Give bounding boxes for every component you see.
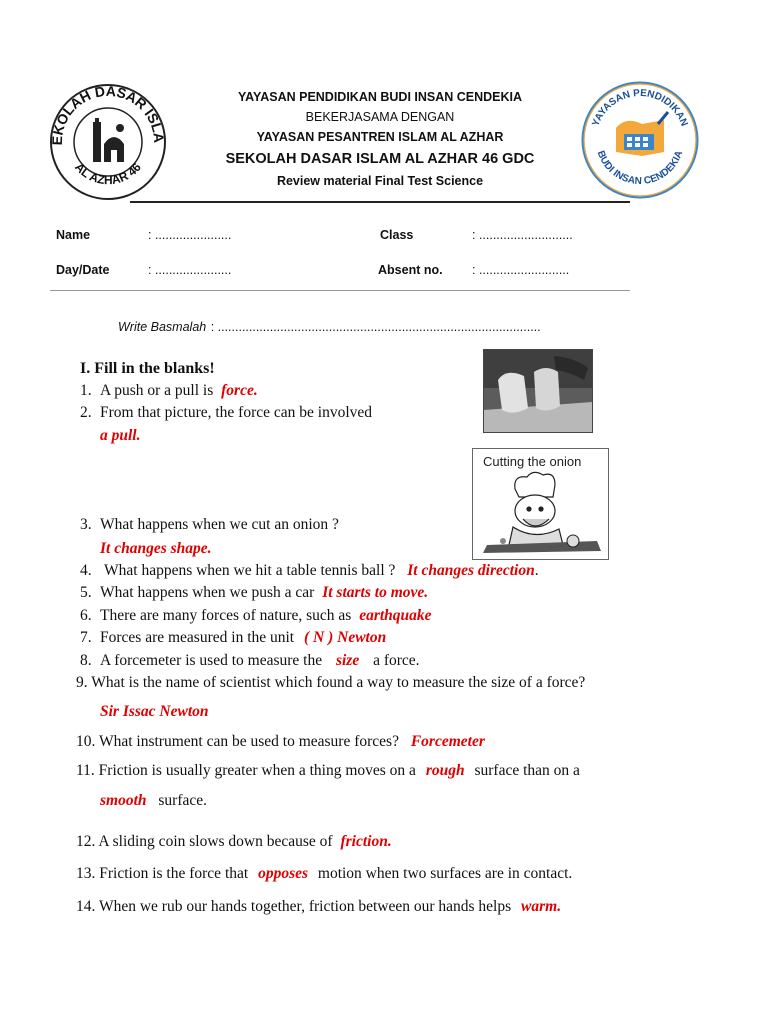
question-7: 7. Forces are measured in the unit ( N ) Newton [80, 629, 387, 646]
logo-right-top-text: YAYASAN PENDIDIKAN [590, 87, 690, 128]
question-12 [76, 833, 392, 851]
question-12-text: 12. A sliding coin slows down because of [76, 833, 333, 850]
answer-7: ( N ) Newton [304, 629, 387, 646]
question-7-text: Forces are measured in the unit [100, 629, 295, 646]
question-10-text: 10. What instrument can be used to measure forces? [76, 733, 399, 750]
logo-right-bottom-text: BUDI INSAN CENDEKIA [594, 149, 686, 188]
question-5: 5. What happens when we push a car It starts to move. [80, 584, 429, 601]
question-8: 8. A forcemeter is used to measure the size a force. [80, 652, 420, 669]
logo-left-top-text: EKOLAH DASAR ISLA [48, 82, 168, 146]
mosque-icon [93, 118, 124, 162]
question-14 [76, 898, 561, 916]
answer-2: a pull. [100, 427, 141, 444]
basmalah-row [118, 318, 541, 336]
header-rule [130, 201, 630, 203]
foundation-logo [580, 80, 700, 200]
question-4: 4. What happens when we hit a table tennis ball ? It changes direction. [80, 562, 539, 579]
absent-no-label: Absent no. [378, 263, 443, 277]
answer-6: earthquake [359, 607, 432, 624]
section-title: I. Fill in the blanks! [80, 360, 215, 377]
class-field[interactable]: : ........................... [472, 228, 573, 242]
question-1: 1. A push or a pull is force. [80, 382, 258, 399]
question-8-text: A forcemeter is used to measure the [100, 652, 323, 669]
answer-12: friction. [340, 833, 392, 850]
question-4-text: What happens when we hit a table tennis ball ? [104, 562, 396, 579]
cooperation-line: BEKERJASAMA DENGAN [305, 110, 455, 124]
class-label: Class [380, 228, 414, 242]
question-14-text: 14. When we rub our hands together, friction between our hands helps [76, 898, 512, 915]
document-subtitle: Review material Final Test Science [276, 174, 484, 188]
day-date-label: Day/Date [56, 263, 110, 277]
answer-1: force. [221, 382, 258, 399]
question-2-text: From that picture, the force can be involved [100, 404, 373, 421]
foundation-name: YAYASAN PENDIDIKAN BUDI INSAN CENDEKIA [237, 90, 523, 104]
push-pull-photo [483, 349, 593, 433]
question-6-text: There are many forces of nature, such as [100, 607, 352, 624]
basmalah-field[interactable]: : ............................................................................................. [210, 320, 541, 334]
question-5-text: What happens when we push a car [100, 584, 315, 601]
question-11: 11. Friction is usually greater when a thing moves on a rough surface than on a [76, 762, 580, 779]
book-icon [616, 112, 668, 156]
question-13: 13. Friction is the force that opposes motion when two surfaces are in contact. [76, 865, 573, 882]
answer-8: size [335, 652, 360, 669]
question-6: 6. There are many forces of nature, such as earthquake [80, 607, 432, 624]
answer-3: It changes shape. [100, 540, 212, 557]
question-3-text: What happens when we cut an onion ? [100, 516, 339, 533]
svg-text:SEKOLAH DASAR ISLAM [48, 82, 167, 146]
day-date-field[interactable]: : ...................... [148, 263, 232, 277]
question-13-text: 13. Friction is the force that [76, 865, 249, 882]
school-name: SEKOLAH DASAR ISLAM AL AZHAR 46 GDC [225, 151, 535, 167]
question-9: 9. What is the name of scientist which found a way to measure the size of a force? [76, 674, 586, 691]
name-field[interactable]: : ...................... [148, 228, 232, 242]
image-caption: Cutting the onion [483, 454, 582, 469]
answer-11a: rough [425, 762, 465, 779]
answer-14: warm. [521, 898, 562, 915]
logo-left-bottom-text: AL AZHAR 46 [72, 160, 144, 188]
fields-rule [50, 290, 630, 291]
answer-9: Sir Issac Newton [100, 703, 209, 720]
question-2: 2. From that picture, the force can be involved [80, 404, 373, 421]
question-3: 3. What happens when we cut an onion ? [80, 516, 339, 533]
question-11-text: 11. Friction is usually greater when a thing moves on a [76, 762, 416, 779]
name-label: Name [56, 228, 91, 242]
pesantren-name: YAYASAN PESANTREN ISLAM AL AZHAR [256, 130, 504, 144]
cutting-onion-figure [472, 448, 609, 560]
svg-text:AL AZHAR 46 [72, 160, 144, 187]
question-11-cont: smooth surface. [100, 792, 208, 809]
chef-icon [509, 472, 563, 545]
question-1-text: A push or a pull is [100, 382, 214, 399]
school-logo [48, 82, 168, 202]
basmalah-label: Write Basmalah [118, 320, 207, 334]
answer-13: opposes [258, 865, 309, 882]
answer-10: Forcemeter [410, 733, 485, 750]
answer-4: It changes direction [407, 562, 535, 579]
answer-5: It starts to move. [322, 584, 429, 601]
answer-11b: smooth [100, 792, 147, 809]
absent-no-field[interactable]: : .......................... [472, 263, 570, 277]
question-10 [76, 733, 485, 751]
